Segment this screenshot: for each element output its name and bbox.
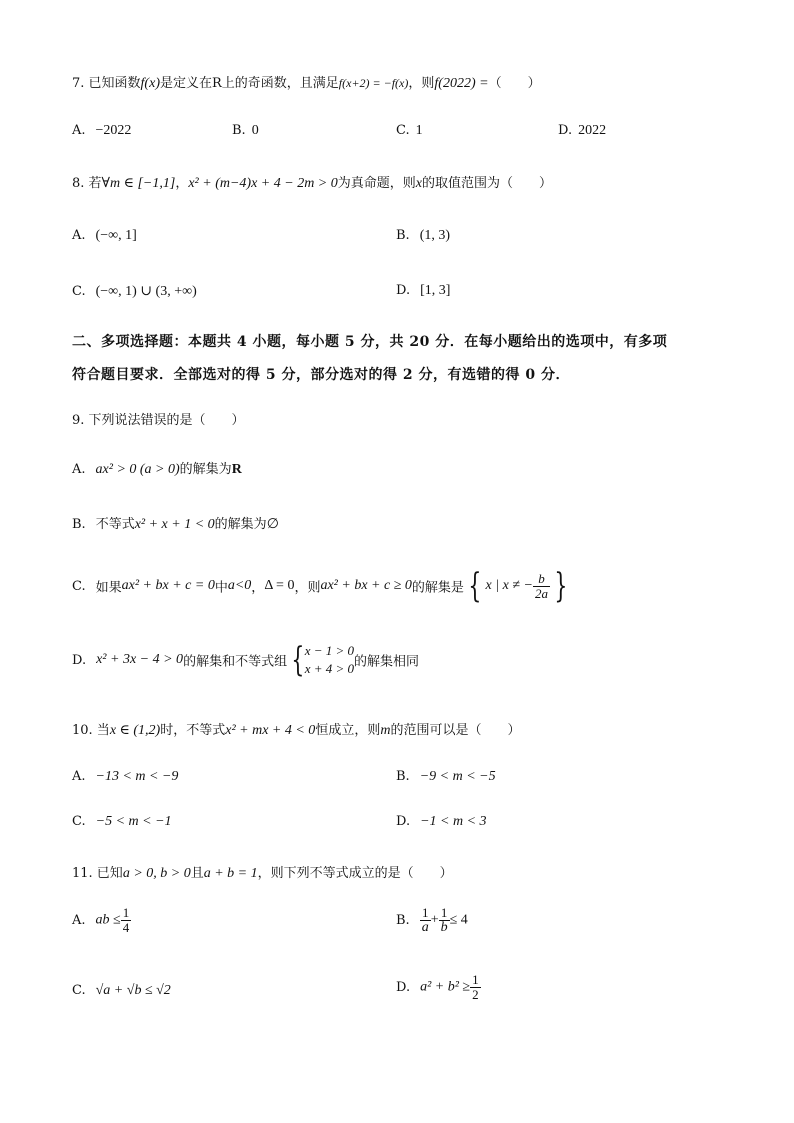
q9-option-b[interactable]: B. 不等式x² + x + 1 < 0的解集为∅ bbox=[72, 517, 279, 532]
q10-option-c[interactable]: C. −5 < m < −1 bbox=[72, 814, 172, 829]
fraction-one-quarter: $\frac{1}{4}$ bbox=[122, 905, 130, 935]
q10-option-d[interactable]: D. −1 < m < 3 bbox=[396, 814, 487, 829]
q9-option-d[interactable]: D. x² + 3x − 4 > 0的解集和不等式组 { x − 1 > 0 x + 4 > 0 的解集相同 bbox=[72, 640, 420, 680]
q8-option-b[interactable]: B. (1, 3) bbox=[396, 228, 451, 243]
section-heading-line2: 符合题目要求．全部选对的得 5 分，部分选对的得 2 分，有选错的得 0 分． bbox=[72, 367, 570, 383]
fraction-one-half: $\frac{1}{2}$ bbox=[472, 972, 479, 1002]
right-brace: } bbox=[554, 566, 568, 606]
inequality-system: x − 1 > 0 x + 4 > 0 bbox=[304, 643, 355, 676]
q10-stem: 10. 当x ∈ (1,2)时，不等式x² + mx + 4 < 0恒成立，则m的范围可以是（ ） bbox=[72, 723, 521, 738]
q11-option-b[interactable]: B. $\frac{1}{a}$ + $\frac{1}{b}$ ≤ 4 bbox=[396, 905, 468, 935]
q7-option-a[interactable]: A. −2022 bbox=[72, 123, 132, 138]
q7-fx: f(x) bbox=[140, 76, 160, 91]
q9-stem: 9. 下列说法错误的是（ ） bbox=[72, 413, 245, 428]
q8-inequality: x² + (m−4)x + 4 − 2m > 0 bbox=[188, 176, 338, 191]
fraction-b-over-2a: $\frac{b}{2a}$ bbox=[534, 570, 548, 601]
q7-option-b[interactable]: B. 0 bbox=[232, 123, 259, 138]
q7-stem: 7. 已知函数f(x)是定义在R上的奇函数，且满足f(x+2) = −f(x)，则f(2022) =（ ） bbox=[72, 76, 541, 91]
fraction-one-over-a: $\frac{1}{a}$ bbox=[421, 905, 429, 935]
fraction-one-over-b: $\frac{1}{b}$ bbox=[440, 905, 448, 935]
q8-option-d[interactable]: D. [1, 3] bbox=[396, 283, 451, 298]
q7-option-d[interactable]: D. 2022 bbox=[558, 123, 607, 138]
q11-option-a[interactable]: A. ab ≤ $\frac{1}{4}$ bbox=[72, 905, 130, 935]
q8-stem: 8. 若∀m ∈ [−1,1]，x² + (m−4)x + 4 − 2m > 0为真命题，则x的取值范围为（ ） bbox=[72, 176, 552, 191]
q11-option-d[interactable]: D. a² + b² ≥ $\frac{1}{2}$ bbox=[396, 972, 479, 1002]
q11-option-c[interactable]: C. √a + √b ≤ √2 bbox=[72, 983, 171, 998]
q10-option-b[interactable]: B. −9 < m < −5 bbox=[396, 769, 496, 784]
q9-option-c[interactable]: C. 如果ax² + bx + c = 0中a<0，Δ = 0，则ax² + bx + c ≥ 0的解集是 { x | x ≠ − $\frac{b}{2a}$ } bbox=[72, 566, 568, 606]
q7-condition: f(x+2) = −f(x) bbox=[338, 76, 409, 90]
q9-option-a[interactable]: A. ax² > 0 (a > 0)的解集为R bbox=[72, 462, 242, 477]
q8-quantifier: ∀m ∈ [−1,1] bbox=[101, 176, 176, 191]
system-brace: { bbox=[291, 640, 305, 680]
left-brace: { bbox=[468, 566, 482, 606]
q10-option-a[interactable]: A. −13 < m < −9 bbox=[72, 769, 179, 784]
q7-option-c[interactable]: C. 1 bbox=[396, 123, 423, 138]
q8-option-c[interactable]: C. (−∞, 1) ∪ (3, +∞) bbox=[72, 284, 197, 299]
q11-stem: 11. 已知a > 0, b > 0且a + b = 1，则下列不等式成立的是（ ） bbox=[72, 866, 453, 881]
q7-ask: f(2022) = bbox=[434, 76, 489, 91]
section-heading-line1: 二、多项选择题：本题共 4 小题，每小题 5 分，共 20 分．在每小题给出的选项中，有多项 bbox=[72, 334, 668, 350]
q8-option-a[interactable]: A. (−∞, 1] bbox=[72, 228, 137, 243]
